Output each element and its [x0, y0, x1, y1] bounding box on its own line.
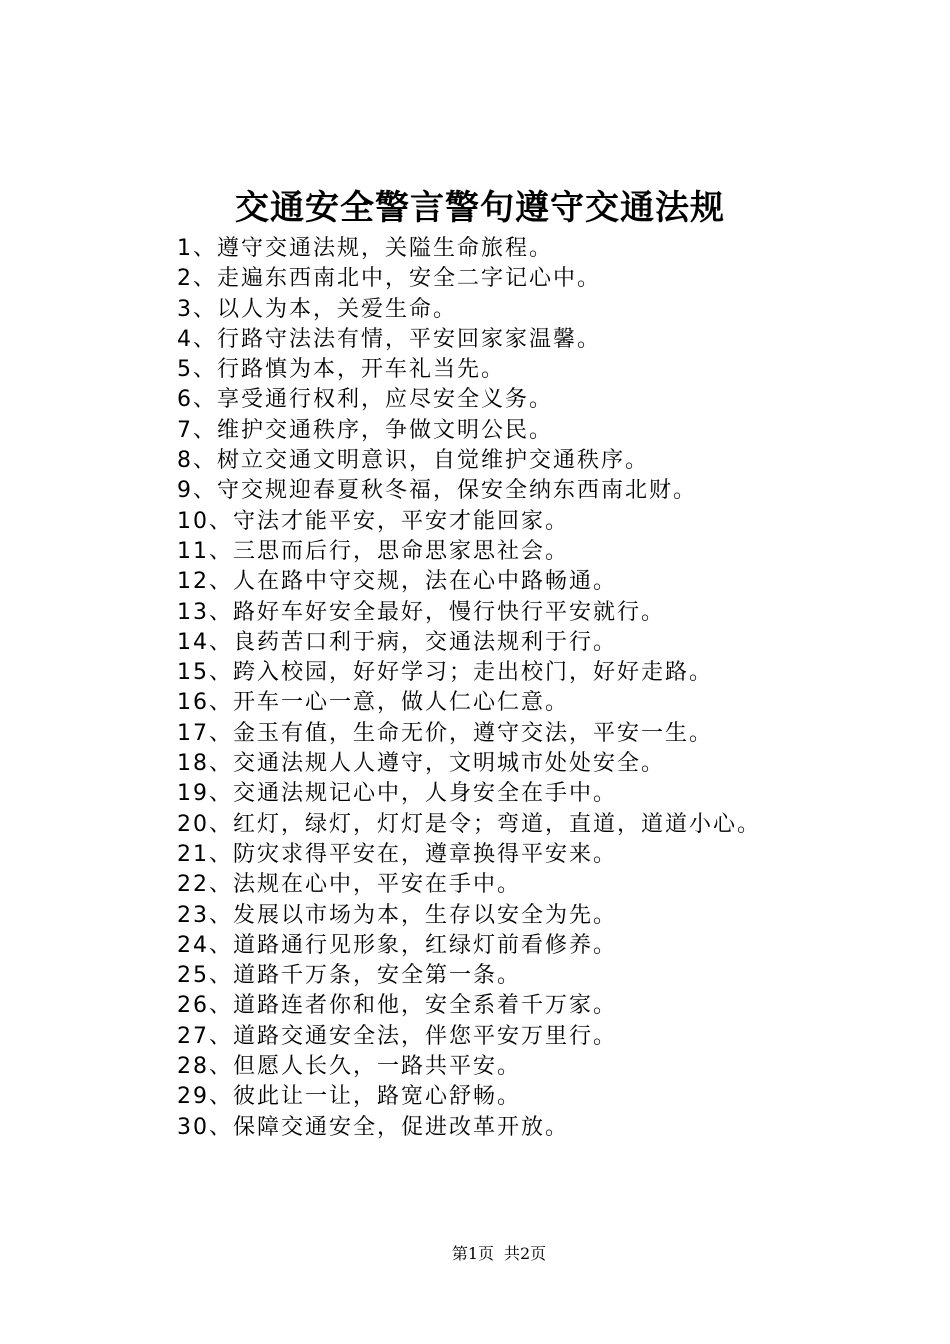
list-item: 27、道路交通安全法，伴您平安万里行。 [177, 1023, 617, 1049]
list-item: 20、红灯，绿灯，灯灯是令；弯道，直道，道道小心。 [177, 811, 761, 837]
page-footer [0, 1242, 950, 1266]
list-item: 7、维护交通秩序，争做文明公民。 [177, 417, 553, 443]
list-item: 6、享受通行权利，应尽安全义务。 [177, 387, 553, 413]
list-item: 5、行路慎为本，开车礼当先。 [177, 357, 505, 383]
list-item: 1、遵守交通法规，关隘生命旅程。 [177, 236, 553, 261]
list-item: 23、发展以市场为本，生存以安全为先。 [177, 902, 617, 928]
list-item: 28、但愿人长久，一路共平安。 [177, 1054, 521, 1080]
page-total: 共2页 [504, 1244, 547, 1263]
list-item: 17、金玉有值，生命无价，遵守交法，平安一生。 [177, 720, 713, 746]
list-item: 8、树立交通文明意识，自觉维护交通秩序。 [177, 448, 649, 474]
list-item: 10、守法才能平安，平安才能回家。 [177, 508, 569, 534]
list-item: 29、彼此让一让，路宽心舒畅。 [177, 1084, 521, 1110]
list-item: 13、路好车好安全最好，慢行快行平安就行。 [177, 599, 665, 625]
list-item: 4、行路守法法有情，平安回家家温馨。 [177, 326, 601, 352]
list-item: 30、保障交通安全，促进改革开放。 [177, 1114, 569, 1140]
page-number: 第1页 [451, 1244, 494, 1263]
list-item: 3、以人为本，关爱生命。 [177, 296, 457, 322]
list-item: 16、开车一心一意，做人仁心仁意。 [177, 690, 569, 716]
list-item: 2、走遍东西南北中，安全二字记心中。 [177, 266, 601, 292]
list-item: 24、道路通行见形象，红绿灯前看修养。 [177, 932, 617, 958]
slogan-list [177, 234, 761, 1143]
document-title: 交通安全警言警句遵守交通法规 [235, 188, 725, 228]
list-item: 19、交通法规记心中，人身安全在手中。 [177, 781, 617, 807]
list-item: 15、跨入校园，好好学习；走出校门，好好走路。 [177, 660, 713, 686]
list-item: 21、防灾求得平安在，遵章换得平安来。 [177, 841, 617, 867]
list-item: 22、法规在心中，平安在手中。 [177, 872, 521, 898]
list-item: 11、三思而后行，思命思家思社会。 [177, 538, 569, 564]
list-item: 26、道路连者你和他，安全系着千万家。 [177, 993, 617, 1019]
list-item: 9、守交规迎春夏秋冬福，保安全纳东西南北财。 [177, 478, 697, 504]
list-item: 14、良药苦口利于病，交通法规利于行。 [177, 629, 617, 655]
list-item: 25、道路千万条，安全第一条。 [177, 963, 521, 989]
list-item: 18、交通法规人人遵守，文明城市处处安全。 [177, 751, 665, 777]
list-item: 12、人在路中守交规，法在心中路畅通。 [177, 569, 617, 595]
